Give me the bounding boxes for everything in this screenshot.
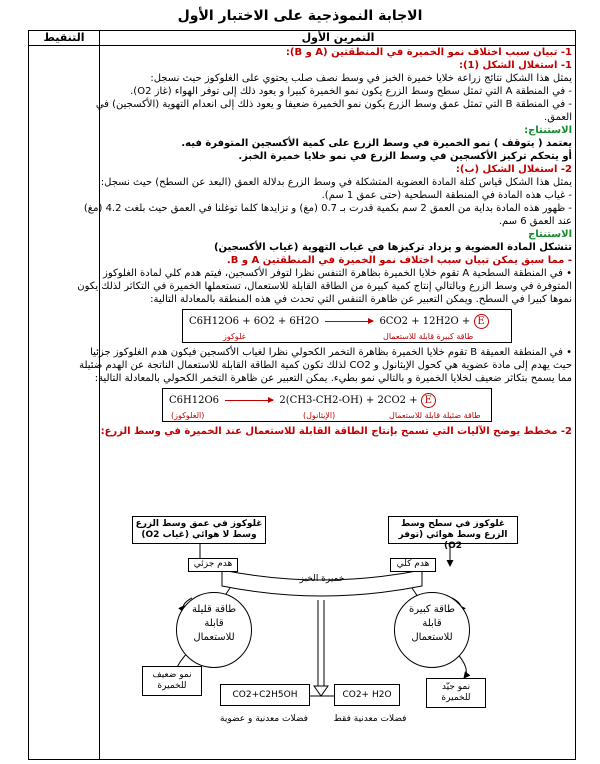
respiration-equation	[182, 309, 512, 343]
weak-growth-box: نمو ضعيف للخميرة	[142, 666, 202, 696]
aerobic-glucose-box: غلوكوز في سطح وسط الزرع وسط هوائي (توفر O2)	[388, 516, 518, 544]
paragraph: يمثل هذا الشكل نتائج زراعة خلايا خميرة الخبز في وسط نصف صلب يحتوي على الغلوكوز حيث نسجل:	[150, 73, 572, 84]
conclusion-text: تتشكل المادة العضوية و يزداد تركيزها في غياب التهوية (غياب الأكسجين)	[213, 242, 572, 253]
conclusion-text: يعتمد ( يتوقف ) نمو الخميرة في وسط الزرع على كمية الأكسجين المتوفرة فيه.	[181, 138, 572, 149]
diagram-arrows	[72, 508, 572, 758]
anaerobic-products-box: CO2+C2H5OH	[220, 684, 310, 706]
paragraph: - غياب هذه المادة في المنطقة السطحية (حتى عمق 1 سم).	[321, 190, 572, 201]
grade-column-header: التنقيط	[43, 31, 85, 44]
equation-reactants: C6H12O6	[169, 395, 220, 406]
conclusion-text: أو يتحكم تركيز الأكسجين في وسط الزرع في نمو خلايا خميرة الخبز.	[238, 151, 572, 162]
anaerobic-glucose-box: غلوكوز في عمق وسط الزرع وسط لا هوائي (غياب O2)	[132, 516, 266, 544]
paragraph: - ظهور هذه المادة بداية من العمق 2 سم بكمية قدرت بـ 0.7 (مغ) و تزايدها كلما توغلنا في العمق حيث بلغت 4.2 (مغ) عند العمق 6 سم.	[83, 203, 572, 227]
energy-symbol: E	[421, 393, 436, 408]
equation-label: (الإيثانول)	[303, 411, 336, 420]
equation-products: 6CO2 + 12H2O +	[379, 316, 471, 327]
aerobic-products-box: CO2+ H2O	[334, 684, 400, 706]
equation-label: (الغلوكوز)	[171, 411, 205, 420]
partial-breakdown-label: هدم جزئي	[188, 558, 238, 572]
good-growth-box: نمو جيّد للخميرة	[426, 678, 486, 708]
paragraph: - في المنطقة A التي تمثل سطح وسط الزرع يكون نمو الخميرة كبيرا و يعود ذلك إلى توفر الهواء (غاز O2).	[130, 86, 572, 97]
equation-reactants: C6H12O6 + 6O2 + 6H2O	[189, 316, 320, 327]
paragraph: - في المنطقة B التي تمثل عمق وسط الزرع يكون نمو الخميرة ضعيفا و يعود ذلك إلى انعدام التهوية (الأكسجين) في العمق.	[95, 99, 572, 123]
fermentation-equation	[162, 388, 492, 422]
paragraph: • في المنطقة العميقة B تقوم خلايا الخميرة بظاهرة التخمر الكحولي نظرا لغياب الأكسجين فيكون هدم الغلوكوز جزئيا حيث يهدم إلى مادة عضوية هي كحول الإيثانول و CO2 لذلك تكون كمية الطاقة القابلة للاستعمال الناتجة عن الهدم ضئيلة مما يسمح بتكاثر ضعيف لخلايا الخميرة و بالتالي نمو بطيء. يمكن التعبير عن ظاهرة التخمر الكحولي بالمعادلة التالية:	[79, 347, 572, 384]
reaction-arrow-icon	[225, 400, 273, 401]
answer-content	[72, 46, 572, 438]
paragraph: • في المنطقة السطحية A تقوم خلايا الخميرة بظاهرة التنفس نظرا لتوفر الأكسجين، فيتم هدم كلي لمادة الغلوكوز المتوفرة في وسط الزرع وبالتالي إنتاج كمية كبيرة من الطاقة القابلة للاستعمال، تستعملها الخميرة في التكاثر لذلك يكون نموها كبيرا في السطح. ويمكن التعبير عن ظاهرة التنفس التي تحدث في هذه المنطقة بالمعادلة التالية:	[77, 268, 572, 305]
mineral-waste-label: فضلات معدنية فقط	[333, 714, 407, 724]
equation-label: طاقة كبيرة قابلة للاستعمال	[383, 332, 474, 341]
equation-label: طاقة ضئيلة قابلة للاستعمال	[389, 411, 481, 420]
yeast-label: خميرة الخبز	[299, 574, 345, 584]
section2-heading: 2- مخطط يوضح الآليات التي تسمح بإنتاج الطاقة القابلة للاستعمال عند الخميرة في وسط الزرع:	[100, 426, 572, 437]
energy-diagram	[72, 508, 572, 758]
figure2-subheading: 2- استغلال الشكل (ب):	[455, 164, 572, 175]
conclusion-label: الاستنتاج	[528, 229, 572, 240]
section1-heading: 1- تبيان سبب اختلاف نمو الخميرة في المنطقتين (A و B):	[285, 47, 572, 58]
exercise-column-header: التمرين الأول	[301, 31, 375, 44]
conclusion-label: الاستنتاج:	[524, 125, 572, 136]
complete-breakdown-label: هدم كلي	[390, 558, 436, 572]
summary-heading: - مما سبق يمكن تبيان سبب اختلاف نمو الخميرة في المنطقتين A و B.	[226, 255, 572, 266]
figure1-subheading: 1- استغلال الشكل (1):	[458, 60, 572, 71]
energy-symbol: E	[474, 314, 489, 329]
page-title: الاجابة النموذجية على الاختبار الأول	[177, 8, 423, 24]
mineral-organic-waste-label: فضلات معدنية و عضوية	[220, 714, 308, 724]
reaction-arrow-icon	[325, 321, 373, 322]
high-energy-circle: طاقة كبيرة قابلة للاستعمال	[394, 592, 470, 668]
equation-label: غلوكوز	[223, 332, 246, 341]
equation-products: 2(CH3-CH2-OH) + 2CO2 +	[279, 395, 418, 406]
low-energy-circle: طاقة قليلة قابلة للاستعمال	[176, 592, 252, 668]
paragraph: يمثل هذا الشكل قياس كتلة المادة العضوية المتشكلة في وسط الزرع بدلالة العمق (البعد عن السطح) حيث نسجل:	[100, 177, 572, 188]
